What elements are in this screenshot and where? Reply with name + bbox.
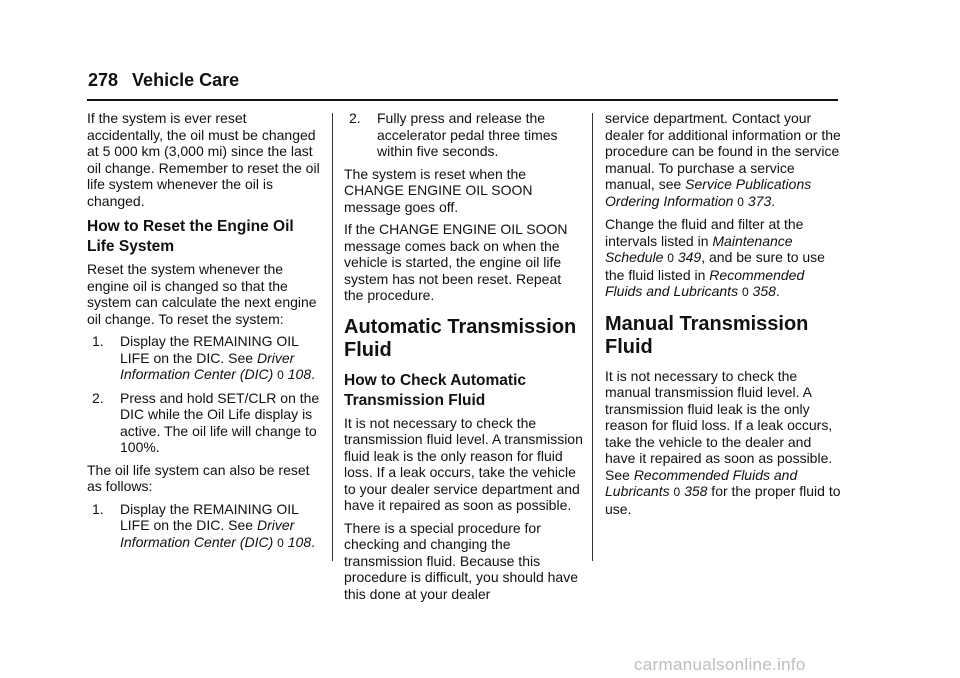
column-3 xyxy=(605,110,843,523)
cross-reference-link[interactable]: Recommended Fluids and Lubricants 0 358 xyxy=(605,466,798,499)
paragraph: If the system is ever reset accidentally, the oil must be changed at 5 000 km (3,000 mi) since the last oil change. Remember to reset the oil life system whenever the oil is changed. xyxy=(87,110,320,209)
step-number: 1. xyxy=(92,333,104,349)
paragraph: The system is reset when the CHANGE ENGINE OIL SOON message goes off. xyxy=(344,165,533,215)
paragraph: Reset the system whenever the engine oil is changed so that the system can calculate the next engine oil change. To reset the system: xyxy=(87,261,317,327)
column-1 xyxy=(87,110,325,557)
column-divider xyxy=(592,113,593,561)
watermark: carmanualsonline.info xyxy=(634,655,806,674)
paragraph: service department. Contact your dealer for additional information or the procedure can be found in the service manual. To purchase a service manual, see Service Publications Ordering Information 0 373. xyxy=(605,110,841,209)
page-ref-arrow-icon: 0 xyxy=(741,285,749,299)
list-item: 1. Display the REMAINING OIL LIFE on the DIC. See Driver Information Center (DIC) 0 108. xyxy=(92,500,315,550)
list-item xyxy=(87,390,325,456)
column-divider xyxy=(332,113,333,561)
cross-reference-link[interactable]: Maintenance Schedule 0 349 xyxy=(605,232,793,265)
paragraph: The oil life system can also be reset as follows: xyxy=(87,461,310,494)
page-ref-arrow-icon: 0 xyxy=(667,251,674,265)
paragraph: It is not necessary to check the manual transmission fluid level. A transmission fluid leak is the only reason for fluid loss. If a leak occurs, take the vehicle to the dealer and have it repaired as soon as possible. See Recommended Fluids and Lubricants 0 358 for the proper fluid to use. xyxy=(605,367,841,517)
steps-list xyxy=(344,110,584,160)
page-ref-arrow-icon: 0 xyxy=(277,368,284,382)
header-rule xyxy=(87,99,838,101)
paragraph: If the CHANGE ENGINE OIL SOON message comes back on when the vehicle is started, the engine oil life system has not been reset. Repeat the procedure. xyxy=(344,221,568,303)
section-heading-check-fluid: How to Check Automatic Transmission Fluid xyxy=(344,371,526,409)
section-heading-automatic-transmission-fluid: Automatic Transmission Fluid xyxy=(344,315,577,361)
step-number: 2. xyxy=(92,389,104,406)
cross-reference-link[interactable]: Recommended Fluids and Lubricants 0 358 xyxy=(605,266,805,299)
page-ref-arrow-icon: 0 xyxy=(673,485,681,499)
list-item xyxy=(344,110,584,160)
step-number: 1. xyxy=(92,500,104,517)
page-ref-arrow-icon: 0 xyxy=(737,194,744,209)
step-text: Press and hold SET/CLR on the DIC while the Oil Life display is active. The oil life will change to 100%. xyxy=(120,389,320,455)
step-text: Display the REMAINING OIL LIFE on the DIC. See xyxy=(120,333,299,366)
section-heading-reset-oil-life: How to Reset the Engine Oil Life System xyxy=(87,218,294,255)
step-text: Fully press and release the accelerator pedal three times within five seconds. xyxy=(377,110,558,159)
steps-list xyxy=(87,333,325,456)
step-text: Display the REMAINING OIL LIFE on the DIC. See xyxy=(120,500,299,533)
paragraph: It is not necessary to check the transmission fluid level. A transmission fluid leak is the only reason for fluid loss. If a leak occurs, take the vehicle to your dealer service department and have it repaired as soon as possible. xyxy=(344,414,583,513)
steps-list xyxy=(87,501,325,552)
list-item: 1. Display the REMAINING OIL LIFE on the DIC. See Driver Information Center (DIC) 0 108. xyxy=(92,333,315,382)
cross-reference-link[interactable]: Driver Information Center (DIC) 0 108 xyxy=(120,349,312,382)
paragraph: Change the fluid and filter at the intervals listed in Maintenance Schedule 0 349, and be sure to use the fluid listed in Recommended Fluids and Lubricants 0 358. xyxy=(605,216,825,299)
cross-reference-link[interactable]: Driver Information Center (DIC) 0 108 xyxy=(120,517,312,550)
section-heading-manual-transmission-fluid: Manual Transmission Fluid xyxy=(605,312,809,358)
page-number: 278 xyxy=(88,70,119,90)
page-ref-arrow-icon: 0 xyxy=(277,535,284,550)
cross-reference-link[interactable]: Service Publications Ordering Information 0 373 xyxy=(605,176,812,209)
column-2 xyxy=(344,110,584,608)
paragraph: There is a special procedure for checking and changing the transmission fluid. Because this procedure is difficult, you should have this done at your dealer xyxy=(344,519,578,602)
page-header xyxy=(88,70,239,91)
step-number: 2. xyxy=(349,110,361,126)
page-title: Vehicle Care xyxy=(132,70,240,90)
